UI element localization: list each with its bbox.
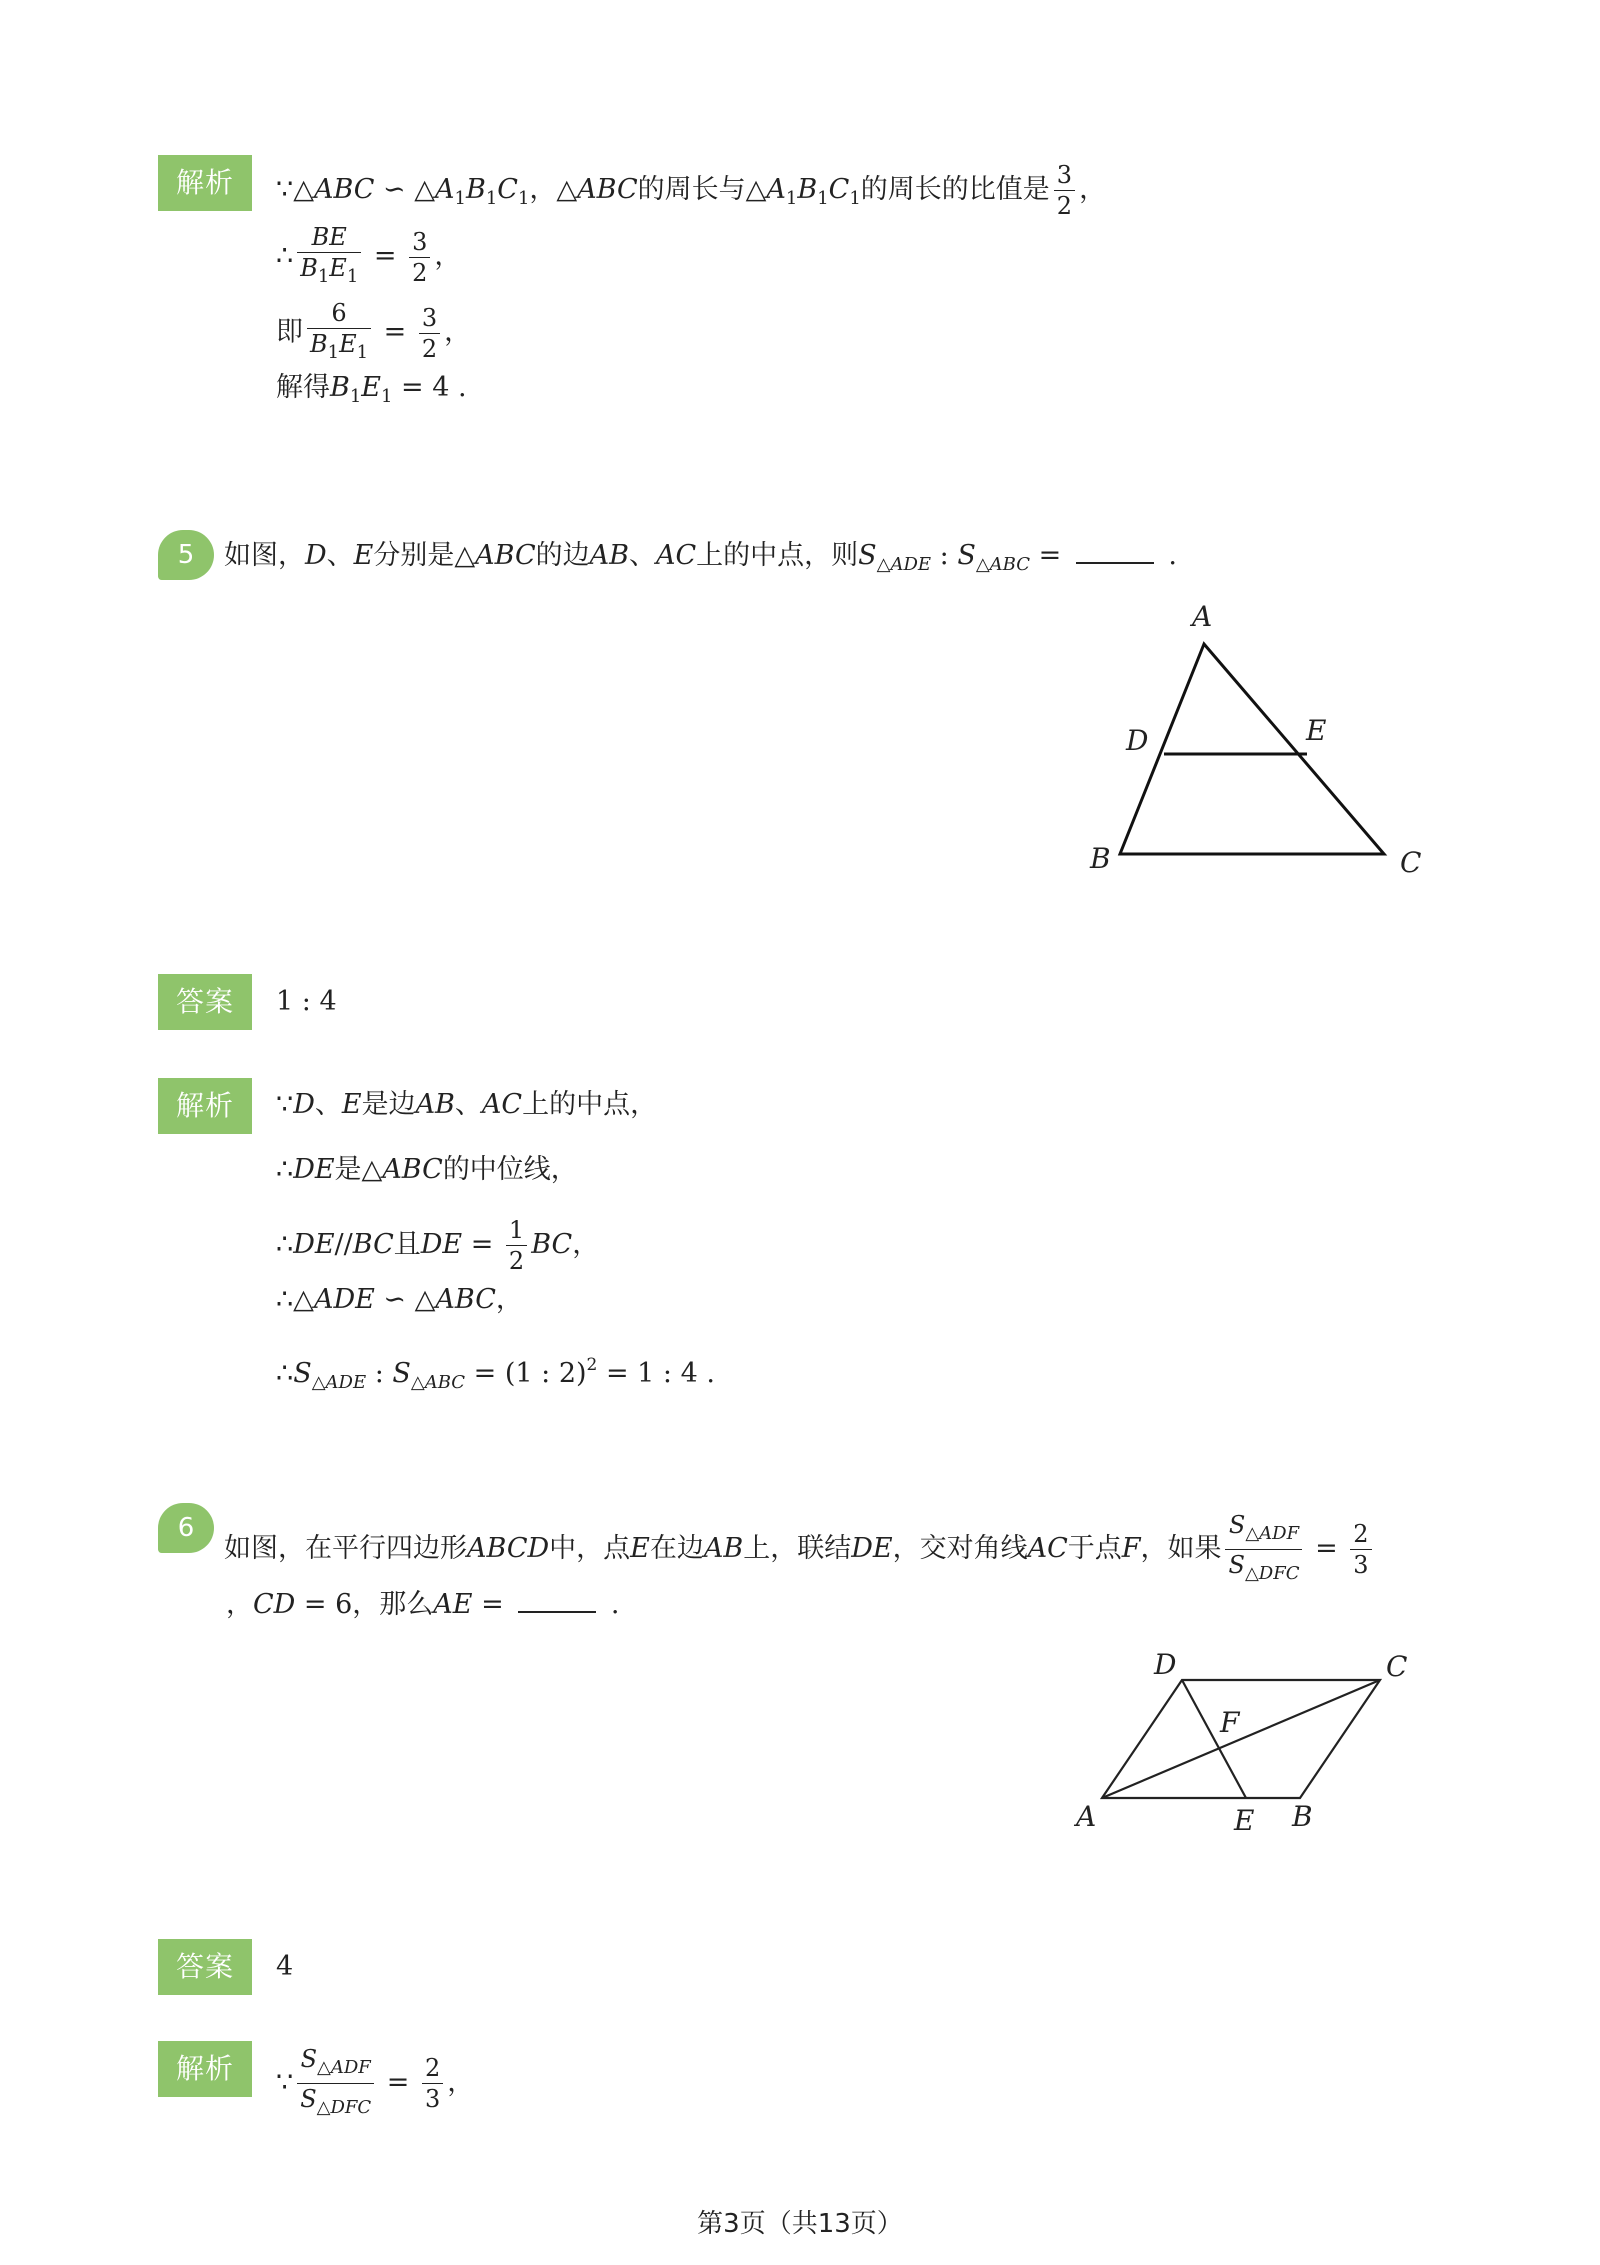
label-d: D xyxy=(1154,1648,1177,1681)
analysis-tag: 解析 xyxy=(158,155,252,211)
analysis-tag: 解析 xyxy=(158,2041,252,2097)
label-d: D xyxy=(1126,724,1149,757)
answer-value: 1 : 4 xyxy=(276,986,337,1017)
fraction: $\frac{S_{\triangle ADF}}{S_{\triangle DFC}}$ xyxy=(297,2044,374,2123)
q5-analysis-line-2: ∴DE是△ABC的中位线， xyxy=(276,1154,578,1185)
label-b: B xyxy=(1090,842,1111,875)
segment-de xyxy=(1182,1680,1246,1798)
label-a: A xyxy=(1192,600,1213,633)
fraction: $\frac{3}{2}$ xyxy=(409,227,430,288)
diagonal-ac xyxy=(1102,1680,1380,1798)
triangle-figure xyxy=(1070,590,1450,890)
analysis-line-3: 即 $\frac{6}{B_1E_1}$ = $\frac{3}{2}$ ， xyxy=(276,298,471,368)
analysis-line-4: 解得$B_1E_1 = 4$ . xyxy=(276,372,467,407)
fraction: $\frac{1}{2}$ xyxy=(506,1215,527,1276)
label-c: C xyxy=(1400,846,1422,879)
question-5-text: 如图，D、E分别是△ABC的边AB、AC上的中点，则$S_{\triangle ADE}$ : $S_{\triangle ABC}$ = . xyxy=(224,536,1177,585)
fraction: $\frac{2}{3}$ xyxy=(1350,1519,1371,1580)
analysis-line-1: ∵△ABC ∽ $\triangle A_1B_1C_1$，△ABC的周长与$\triangle A_1B_1C_1$的周长的比值是 $\frac{3}{2}$ ， xyxy=(276,161,1107,220)
label-e: E xyxy=(1306,714,1327,747)
question-number-6: 6 xyxy=(158,1503,214,1553)
question-6-text-line-1: 如图，在平行四边形ABCD中，点E在边AB上，联结DE，交对角线AC于点F，如果 $\frac{S_{\triangle ADF}}{S_{\triangle DFC}}$ = $\frac{2}{3}$ xyxy=(224,1510,1376,1589)
answer-tag: 答案 xyxy=(158,1939,252,1995)
fraction: $\frac{2}{3}$ xyxy=(422,2053,443,2114)
label-b: B xyxy=(1292,1800,1313,1833)
label-e: E xyxy=(1234,1804,1255,1837)
parallelogram-figure xyxy=(1050,1630,1450,1870)
q5-analysis-line-5: $\therefore S_{\triangle ADE}$ : $S_{\triangle ABC} = (1$ : 2)$^2$ = 1 : 4 . xyxy=(276,1355,715,1393)
question-number-5: 5 xyxy=(158,530,214,580)
answer-blank xyxy=(518,1585,596,1613)
answer-value: 4 xyxy=(276,1951,294,1982)
page-footer: 第3页（共13页） xyxy=(697,2209,903,2239)
answer-tag: 答案 xyxy=(158,974,252,1030)
q5-analysis-line-4: ∴△ADE ∽ △ABC， xyxy=(276,1284,523,1315)
q5-analysis-line-1: ∵D、E是边AB、AC上的中点， xyxy=(276,1089,658,1120)
fraction: $\frac{6}{B_1E_1}$ xyxy=(307,298,371,368)
fraction: $\frac{S_{\triangle ADF}}{S_{\triangle DFC}}$ xyxy=(1225,1510,1302,1589)
triangle-abc xyxy=(1120,644,1384,854)
q5-analysis-line-3: ∴DE//BC且DE = $\frac{1}{2}$ BC， xyxy=(276,1216,600,1275)
fraction: $\frac{3}{2}$ xyxy=(1054,160,1075,221)
analysis-line-2: ∴ $\frac{BE}{B_1E_1}$ = $\frac{3}{2}$ ， xyxy=(276,222,461,292)
label-f: F xyxy=(1220,1706,1240,1739)
fraction: $\frac{BE}{B_1E_1}$ xyxy=(297,222,361,292)
q6-analysis-line-1: ∵ $\frac{S_{\triangle ADF}}{S_{\triangle DFC}}$ = $\frac{2}{3}$ ， xyxy=(276,2044,474,2123)
label-c: C xyxy=(1386,1650,1408,1683)
analysis-tag: 解析 xyxy=(158,1078,252,1134)
answer-blank xyxy=(1076,536,1154,564)
label-a: A xyxy=(1076,1800,1097,1833)
fraction: $\frac{3}{2}$ xyxy=(419,303,440,364)
question-6-text-line-2: ，CD = 6，那么AE = . xyxy=(226,1585,619,1625)
